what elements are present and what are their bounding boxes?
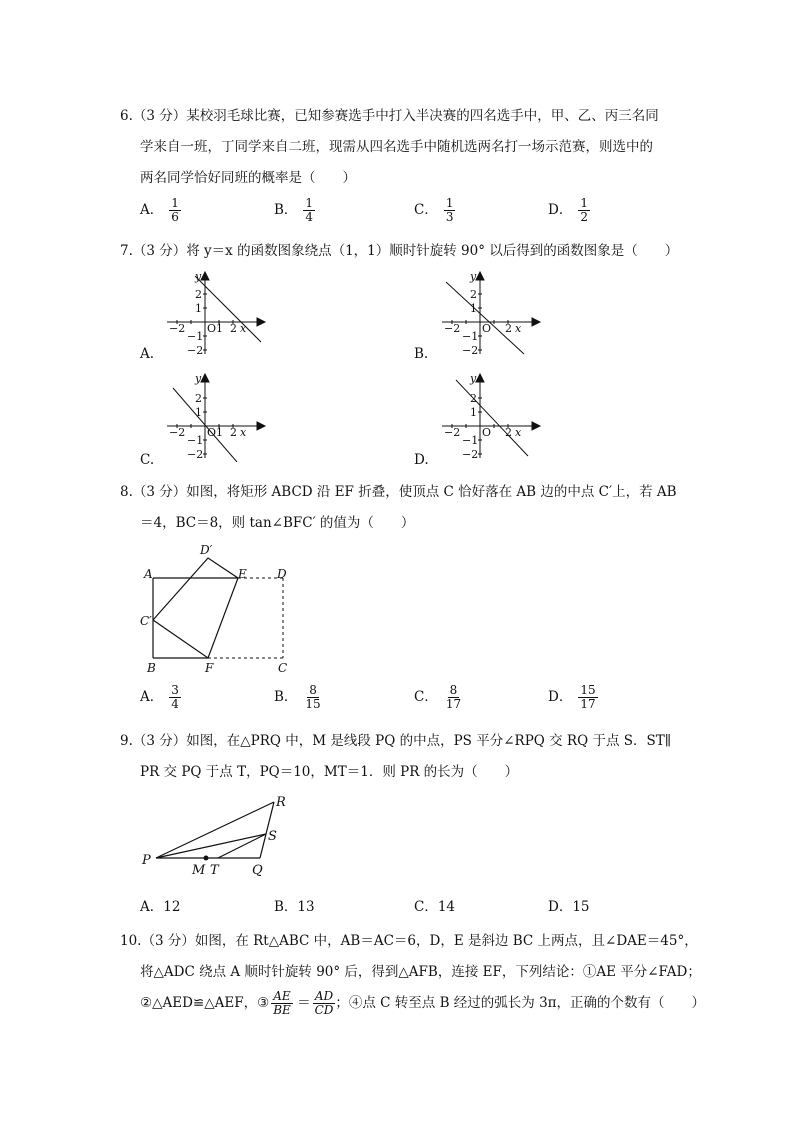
q6-line-1: 6.（3 分）某校羽毛球比赛，已知参赛选手中打入半决赛的四名选手中，甲、乙、丙三名同 — [120, 108, 659, 124]
tick-label: −2 — [444, 426, 461, 439]
tick-label: 1 — [195, 302, 202, 315]
y-axis-label: y — [195, 270, 202, 283]
denominator: 4 — [171, 697, 179, 712]
q9-line-1: 9.（3 分）如图，在△PRQ 中，M 是线段 PQ 的中点，PS 平分∠RPQ 交 RQ 于点 S．ST∥ — [120, 733, 671, 749]
point-label-a: A — [144, 567, 153, 581]
q7-graph-a — [165, 268, 275, 358]
tick-label: −2 — [187, 344, 204, 357]
q10-line-1: 10.（3 分）如图，在 Rt△ABC 中，AB＝AC＝6，D，E 是斜边 BC 上两点，且∠DAE＝45°， — [120, 933, 698, 949]
numerator: 15 — [580, 683, 596, 697]
q10-line-3-end: ；④点 C 转至点 B 经过的弧长为 3π，正确的个数有（ ） — [335, 995, 706, 1012]
denominator: 15 — [305, 697, 321, 712]
q9-option-c: C．14 — [414, 899, 456, 915]
q8-figure — [138, 540, 298, 680]
y-axis-label: y — [470, 270, 477, 283]
option-letter: A． — [140, 689, 164, 706]
option-letter: D． — [548, 689, 573, 706]
tick-label: −2 — [169, 322, 186, 335]
y-axis-label: y — [195, 372, 202, 385]
tick-label: 2 — [230, 322, 237, 335]
tick-label: 2 — [195, 288, 202, 301]
q10-line-2: 将△ADC 绕点 A 顺时针旋转 90° 后，得到△AFB，连接 EF，下列结论：①AE 平分∠FAD； — [140, 964, 701, 980]
denominator: BE — [273, 1003, 291, 1018]
tick-label: −2 — [462, 448, 479, 461]
denominator: 17 — [580, 697, 596, 712]
option-letter: A． — [140, 202, 164, 219]
option-letter: C． — [414, 689, 438, 706]
q10-line-3-start: ②△AED≌△AEF，③ — [140, 995, 270, 1012]
tick-label: 1 — [195, 406, 202, 419]
q6-option-c — [414, 197, 455, 224]
numerator: 1 — [305, 196, 314, 210]
tick-label: 2 — [230, 426, 237, 439]
numerator: 1 — [580, 196, 588, 210]
q7-option-a-label: A. — [140, 346, 155, 362]
point-label-d: D — [277, 567, 287, 581]
point-label-s: S — [268, 829, 277, 844]
x-axis-label: x — [515, 322, 522, 335]
q9-option-d: D．15 — [548, 899, 590, 915]
tick-label: −2 — [444, 322, 461, 335]
q7-graph-b — [440, 268, 550, 358]
origin-label: O — [207, 322, 217, 335]
q8-option-d — [548, 684, 598, 711]
tick-label: 1 — [216, 426, 223, 439]
denominator: CD — [314, 1003, 334, 1018]
q8-option-b — [274, 684, 323, 711]
tick-label: −1 — [187, 434, 204, 447]
tick-label: 2 — [470, 392, 477, 405]
tick-label: −1 — [462, 434, 479, 447]
origin-label: O — [482, 426, 492, 439]
numerator: 3 — [171, 683, 179, 697]
q6-option-d — [548, 197, 590, 224]
tick-label: 2 — [470, 288, 477, 301]
q7-option-b-label: B. — [414, 346, 429, 362]
origin-label: O — [207, 426, 217, 439]
q7-line-1: 7.（3 分）将 y＝x 的函数图象绕点（1，1）顺时针旋转 90° 以后得到的函数图象是（ ） — [120, 243, 679, 259]
q6-option-a — [140, 197, 181, 224]
denominator: 6 — [171, 210, 179, 225]
numerator: AD — [314, 989, 334, 1003]
x-axis-label: x — [515, 426, 522, 439]
numerator: 1 — [171, 196, 179, 210]
x-axis-label: x — [240, 426, 247, 439]
tick-label: −1 — [462, 330, 479, 343]
q9-option-b: B．13 — [274, 899, 315, 915]
point-label-d-prime: D′ — [200, 543, 213, 557]
tick-label: 1 — [216, 322, 223, 335]
denominator: 4 — [305, 210, 314, 225]
point-label-r: R — [276, 795, 286, 810]
tick-label: −2 — [462, 344, 479, 357]
tick-label: 2 — [505, 322, 512, 335]
tick-label: 1 — [470, 302, 477, 315]
tick-label: 1 — [470, 406, 477, 419]
q8-line-1: 8.（3 分）如图，将矩形 ABCD 沿 EF 折叠，使顶点 C 恰好落在 AB 边的中点 C′上，若 AB — [120, 484, 677, 500]
point-label-q: Q — [252, 863, 263, 878]
q10-line-3 — [140, 990, 705, 1017]
q9-figure — [138, 790, 298, 882]
q7-option-c-label: C. — [140, 452, 155, 468]
tick-label: 2 — [505, 426, 512, 439]
numerator: AE — [273, 989, 291, 1003]
equals-sign: ＝ — [297, 995, 311, 1012]
numerator: 8 — [449, 683, 458, 697]
denominator: 3 — [445, 210, 454, 225]
q7-option-d-label: D. — [414, 452, 429, 468]
q9-option-a: A．12 — [140, 899, 181, 915]
q8-line-2: ＝4，BC＝8，则 tan∠BFC′ 的值为（ ） — [140, 515, 415, 531]
x-axis-label: x — [240, 322, 247, 335]
tick-label: −1 — [187, 330, 204, 343]
point-label-e: E — [238, 567, 247, 581]
point-label-f: F — [205, 661, 214, 675]
point-label-c-prime: C′ — [140, 614, 152, 628]
option-letter: B． — [274, 202, 298, 219]
q6-option-b — [274, 197, 315, 224]
tick-label: 2 — [195, 392, 202, 405]
q9-line-2: PR 交 PQ 于点 T，PQ＝10，MT＝1．则 PR 的长为（ ） — [140, 764, 519, 780]
point-label-p: P — [142, 853, 151, 868]
tick-label: −2 — [169, 426, 186, 439]
denominator: 17 — [445, 697, 462, 712]
denominator: 2 — [580, 210, 588, 225]
point-label-t: T — [210, 863, 219, 878]
point-label-m: M — [192, 863, 206, 878]
q6-line-3: 两名同学恰好同班的概率是（ ） — [140, 170, 356, 186]
numerator: 8 — [309, 683, 317, 697]
q6-line-2: 学来自一班，丁同学来自二班，现需从四名选手中随机选两名打一场示范赛，则选中的 — [140, 139, 653, 155]
point-m-marker — [204, 856, 209, 861]
q8-option-c — [414, 684, 463, 711]
option-letter: B． — [274, 689, 298, 706]
tick-label: −2 — [187, 448, 204, 461]
q7-graph-c — [165, 370, 275, 462]
point-label-b: B — [147, 661, 156, 675]
option-letter: C． — [414, 202, 438, 219]
option-letter: D． — [548, 202, 573, 219]
q7-graph-d — [440, 370, 550, 462]
point-label-c: C — [278, 661, 288, 675]
numerator: 1 — [445, 196, 454, 210]
q8-option-a — [140, 684, 181, 711]
y-axis-label: y — [470, 372, 477, 385]
origin-label: O — [482, 322, 492, 335]
